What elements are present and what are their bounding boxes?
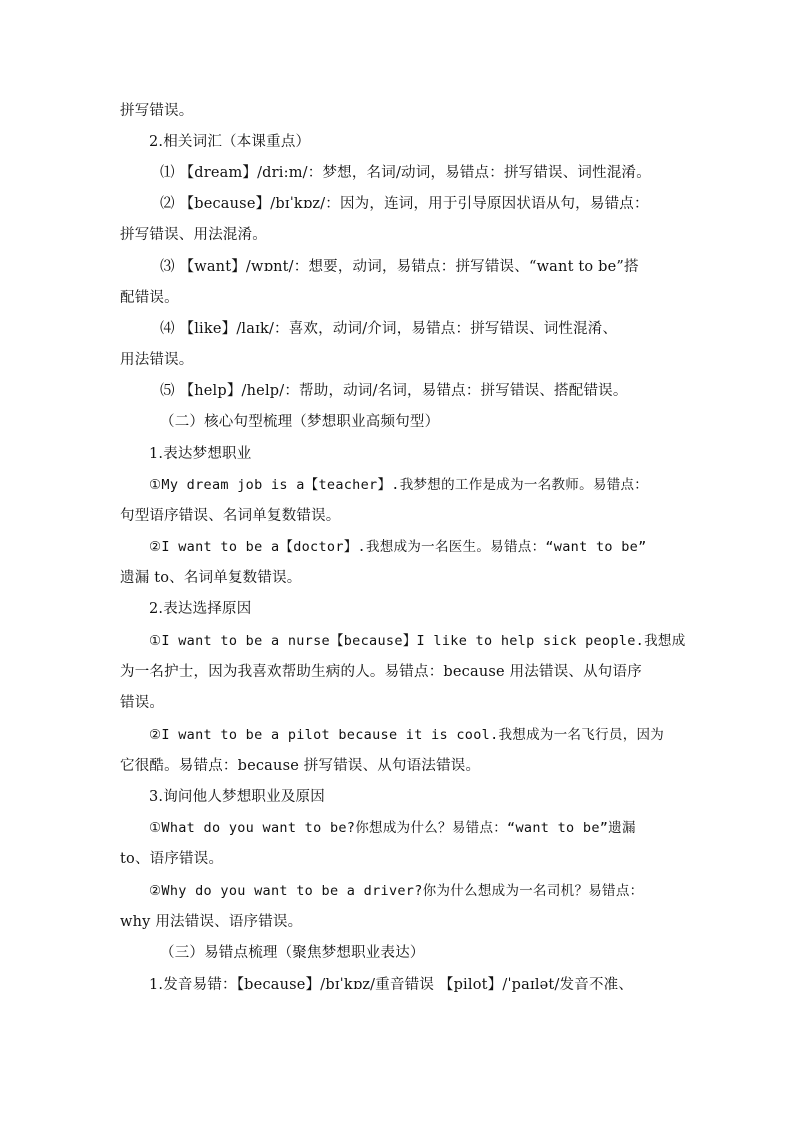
subsection-heading: 1.表达梦想职业: [149, 446, 252, 462]
section-heading: 2.相关词汇（本课重点）: [149, 134, 311, 150]
sentence-example: ①I want to be a nurse【because】I like to help sick people.我想成: [149, 633, 686, 649]
sentence-example: ②Why do you want to be a driver?你为什么想成为一名司机？易错点：: [149, 883, 644, 899]
text-line: why 用法错误、语序错误。: [120, 914, 303, 930]
text-line: 它很酷。易错点：because 拼写错误、从句语法错误。: [120, 758, 481, 774]
vocab-item: ⑶ 【want】/wɒnt/：想要，动词，易错点：拼写错误、“want to be”搭: [160, 259, 639, 275]
text-line: 拼写错误。: [120, 103, 194, 119]
text-line: 错误。: [120, 695, 165, 711]
sentence-example: ①What do you want to be?你想成为什么？易错点：“want to be”遗漏: [149, 820, 636, 836]
subsection-heading: 2.表达选择原因: [149, 601, 252, 617]
text-line: 为一名护士，因为我喜欢帮助生病的人。易错点：because 用法错误、从句语序: [120, 664, 642, 680]
text-line: 句型语序错误、名词单复数错误。: [120, 508, 341, 524]
pronunciation-note: 1.发音易错：【because】/bɪˈkɒz/重音错误 【pilot】/ˈpaɪlət/发音不准、: [149, 977, 634, 993]
vocab-item: ⑵ 【because】/bɪˈkɒz/：因为，连词，用于引导原因状语从句，易错点：: [160, 196, 649, 212]
text-line: 遗漏 to、名词单复数错误。: [120, 570, 302, 586]
subsection-heading: 3.询问他人梦想职业及原因: [149, 789, 325, 805]
section-heading: （三）易错点梳理（聚焦梦想职业表达）: [160, 945, 425, 961]
vocab-item: ⑴ 【dream】/dri:m/：梦想，名词/动词，易错点：拼写错误、词性混淆。: [160, 165, 651, 181]
text-line: 拼写错误、用法混淆。: [120, 227, 267, 243]
section-heading: （二）核心句型梳理（梦想职业高频句型）: [160, 414, 440, 430]
sentence-example: ②I want to be a【doctor】.我想成为一名医生。易错点：“want to be”: [149, 539, 647, 555]
vocab-item: ⑸ 【help】/help/：帮助，动词/名词，易错点：拼写错误、搭配错误。: [160, 383, 628, 399]
text-line: 配错误。: [120, 290, 179, 306]
sentence-example: ①My dream job is a【teacher】.我梦想的工作是成为一名教师。易错点：: [149, 477, 649, 493]
sentence-example: ②I want to be a pilot because it is cool.我想成为一名飞行员，因为: [149, 727, 665, 743]
text-line: 用法错误。: [120, 352, 194, 368]
vocab-item: ⑷ 【like】/laɪk/：喜欢，动词/介词，易错点：拼写错误、词性混淆、: [160, 321, 618, 337]
text-line: to、语序错误。: [120, 851, 224, 867]
